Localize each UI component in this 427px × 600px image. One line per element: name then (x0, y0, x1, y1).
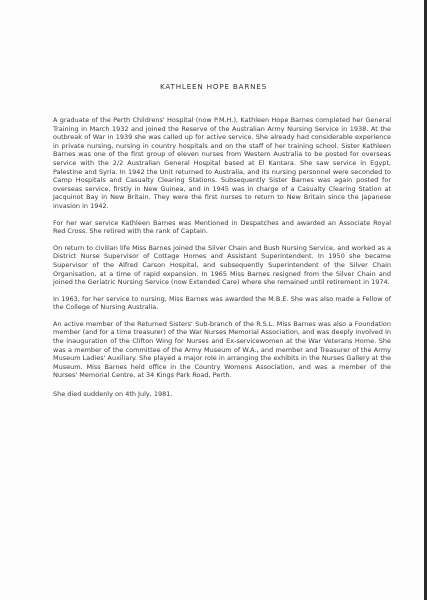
paragraph-mbe: In 1963, for her service to nursing, Miss Barnes was awarded the M.B.E. She was also made a Fellow of the College of Nursing Australia. (53, 294, 391, 312)
paragraph-associations: An active member of the Returned Sisters' Sub-branch of the R.S.L. Miss Barnes was also a Foundation member (and for a time treasurer) of the War Nurses Memorial Association, and was deeply involved in the inauguration of the Clifton Wing for Nurses and Ex-servicewomen at the War Veterans Home. She was a member of the committee of the Army Museum of W.A., and member and Treasurer of the Army Museum Ladies' Auxiliary. She played a major role in arranging the exhibits in the Nurses Gallery at the Museum. Miss Barnes held office in the Country Womens Association, and was a member of the Nurses' Memorial Centre, at 34 Kings Park Road, Perth. (53, 319, 391, 380)
paragraph-honours: For her war service Kathleen Barnes was Mentioned in Despatches and awarded an Associate Royal Red Cross. She retired with the rank of Captain. (53, 218, 391, 236)
paragraph-civilian-career: On return to civilian life Miss Barnes joined the Silver Chain and Bush Nursing Service, and worked as a District Nurse Supervisor of Cottage Homes and Assistant Superintendent. In 1950 she became Supervisor of the Alfred Carson Hospital, and subsequently Superintendent of the Silver Chain Organisation, at a time of rapid expansion. In 1965 Miss Barnes resigned from the Silver Chain and joined the Geriatric Nursing Service (now Extended Care) where she remained until retirement in 1974. (53, 243, 391, 287)
document-body (53, 116, 391, 407)
page-title: KATHLEEN HOPE BARNES (159, 82, 268, 91)
paragraph-closing: She died suddenly on 4th July, 1981. (53, 390, 173, 399)
paragraph-war-service: A graduate of the Perth Childrens' Hospital (now P.M.H.), Kathleen Hope Barnes completed her General Training in March 1932 and joined the Reserve of the Australian Army Nursing Service in 1938. At the outbreak of War in 1939 she was called up for active service. She already had considerable experience in private nursing, nursing in country hospitals and on the staff of her training school. Sister Kathleen Barnes was one of the first group of eleven nurses from Western Australia to be posted for overseas service with the 2/2 Australian General Hospital based at El Kantara. She saw service in Egypt, Palestine and Syria. In 1942 the Unit returned to Australia, and its nursing personnel were seconded to Camp Hospitals and Casualty Clearing Stations. Subsequently Sister Barnes was again posted for overseas service, firstly in New Guinea, and in 1945 was in charge of a Casualty Clearing Station at Jacquinot Bay in New Britain. They were the first nurses to return to New Britain since the Japanese invasion in 1942. (53, 116, 391, 210)
